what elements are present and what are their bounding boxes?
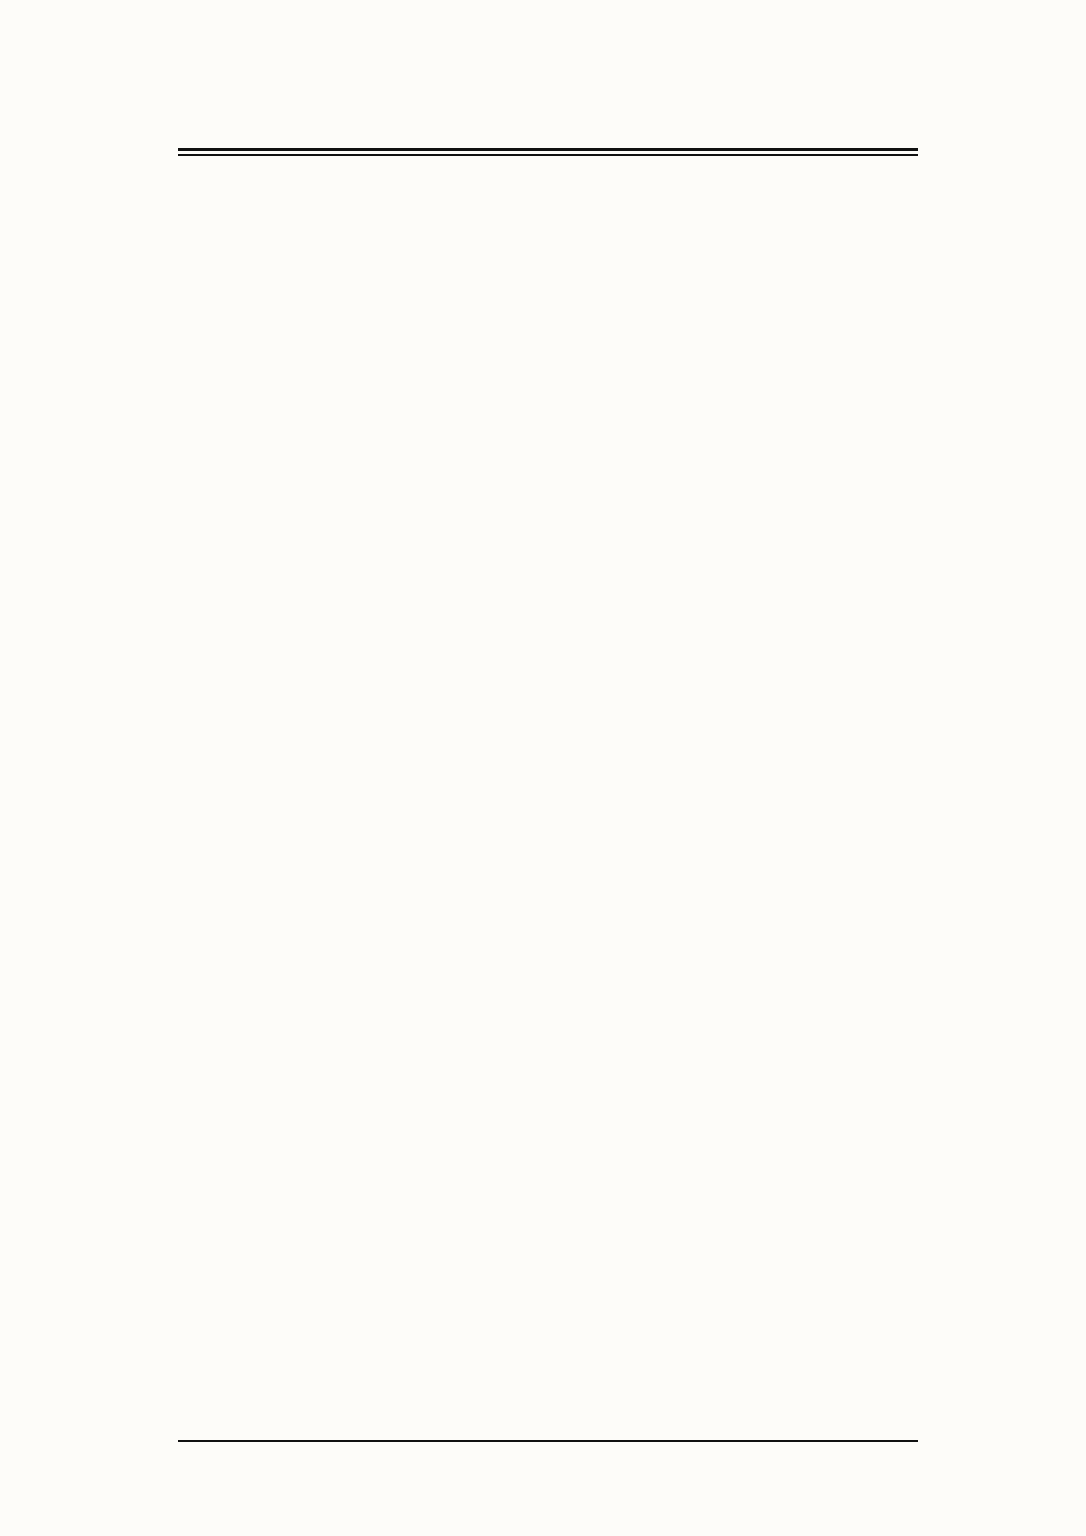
text-line bbox=[178, 468, 920, 506]
text-line bbox=[178, 696, 920, 734]
text-line bbox=[178, 240, 920, 278]
text-line bbox=[178, 316, 920, 354]
text-line bbox=[178, 658, 920, 696]
text-line bbox=[178, 1304, 920, 1342]
header-rule bbox=[178, 154, 918, 156]
text-line bbox=[178, 544, 920, 582]
text-line bbox=[178, 620, 920, 658]
text-line bbox=[178, 1114, 920, 1152]
text-line bbox=[178, 354, 920, 392]
text-line bbox=[178, 848, 920, 886]
text-line bbox=[178, 506, 920, 544]
text-line bbox=[178, 1038, 920, 1076]
text-line bbox=[178, 1190, 920, 1228]
text-line bbox=[178, 1266, 920, 1304]
text-line bbox=[178, 1000, 920, 1038]
text-line bbox=[178, 582, 920, 620]
text-line bbox=[178, 164, 920, 202]
text-line bbox=[178, 1076, 920, 1114]
header-title bbox=[180, 88, 400, 144]
text-line bbox=[178, 1342, 920, 1380]
text-line bbox=[178, 810, 920, 848]
text-line bbox=[178, 924, 920, 962]
header-chapter bbox=[714, 88, 864, 144]
text-line bbox=[178, 886, 920, 924]
text-line bbox=[178, 1228, 920, 1266]
text-line bbox=[178, 1152, 920, 1190]
text-line bbox=[178, 430, 920, 468]
text-line bbox=[178, 962, 920, 1000]
footer-rule bbox=[178, 1440, 918, 1442]
text-line bbox=[178, 1380, 920, 1418]
text-line bbox=[178, 392, 920, 430]
page-number bbox=[480, 88, 600, 144]
text-line bbox=[178, 202, 920, 240]
text-line bbox=[178, 772, 920, 810]
text-line bbox=[178, 734, 920, 772]
header-rule bbox=[178, 148, 918, 151]
text-line bbox=[178, 278, 920, 316]
